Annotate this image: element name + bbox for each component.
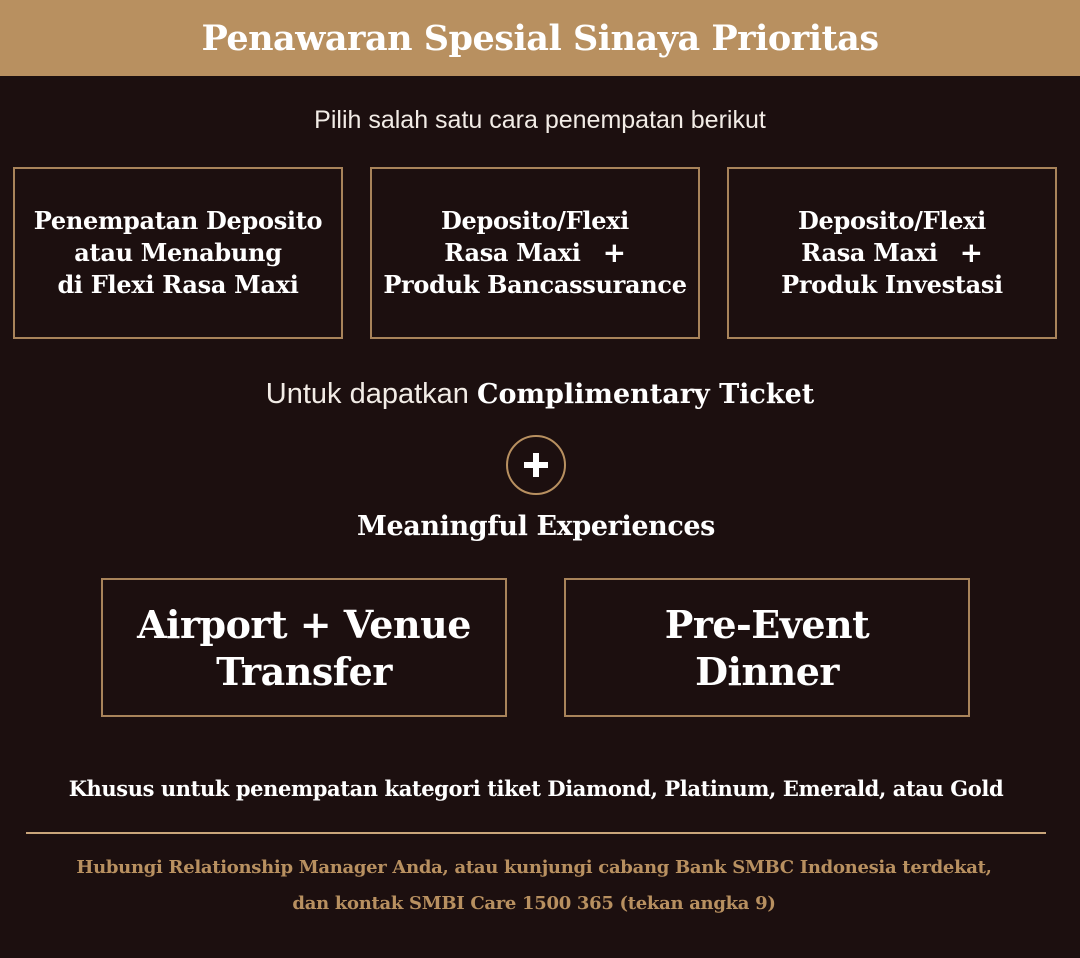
option-line: Produk Investasi <box>781 270 1003 299</box>
option-line <box>383 237 686 269</box>
experience-card-dinner <box>564 578 970 717</box>
option-line <box>781 237 1003 269</box>
page-title: Penawaran Spesial Sinaya Prioritas <box>201 17 879 59</box>
option-card-deposit-savings <box>13 167 343 339</box>
contact-info <box>0 850 1068 922</box>
header-banner <box>0 0 1080 76</box>
contact-line: Hubungi Relationship Manager Anda, atau kunjungi cabang Bank SMBC Indonesia terdekat, <box>76 857 992 878</box>
option-line-text: Rasa Maxi <box>444 238 581 267</box>
option-card-bancassurance <box>370 167 700 339</box>
plus-circle-icon <box>506 435 566 495</box>
complimentary-ticket-line <box>0 376 1080 411</box>
option-line: Produk Bancassurance <box>383 270 687 299</box>
experiences-title: Meaningful Experiences <box>357 511 715 542</box>
divider <box>26 832 1046 834</box>
plus-icon <box>521 450 551 480</box>
option-line-text: Rasa Maxi <box>801 238 938 267</box>
cta-prefix: Untuk dapatkan <box>265 378 477 410</box>
option-line: Penempatan Deposito <box>33 206 323 235</box>
option-line: Deposito/Flexi <box>797 206 986 235</box>
plus-icon: + <box>602 236 626 269</box>
contact-line: dan kontak SMBI Care 1500 365 (tekan angka 9) <box>292 893 776 914</box>
intro-subtitle: Pilih salah satu cara penempatan berikut <box>314 106 766 134</box>
option-card-investment <box>727 167 1057 339</box>
experience-line: Transfer <box>216 648 392 694</box>
ticket-category-note: Khusus untuk penempatan kategori tiket Diamond, Platinum, Emerald, atau Gold <box>68 776 1004 801</box>
experience-line: Airport + Venue <box>137 601 471 647</box>
option-line: di Flexi Rasa Maxi <box>57 270 299 299</box>
option-line: atau Menabung <box>74 238 282 267</box>
experience-line: Dinner <box>695 648 839 694</box>
experience-line: Pre-Event <box>664 601 870 647</box>
experience-card-transfer <box>101 578 507 717</box>
option-line: Deposito/Flexi <box>440 206 629 235</box>
cta-highlight: Complimentary Ticket <box>476 379 815 410</box>
plus-icon: + <box>959 236 983 269</box>
